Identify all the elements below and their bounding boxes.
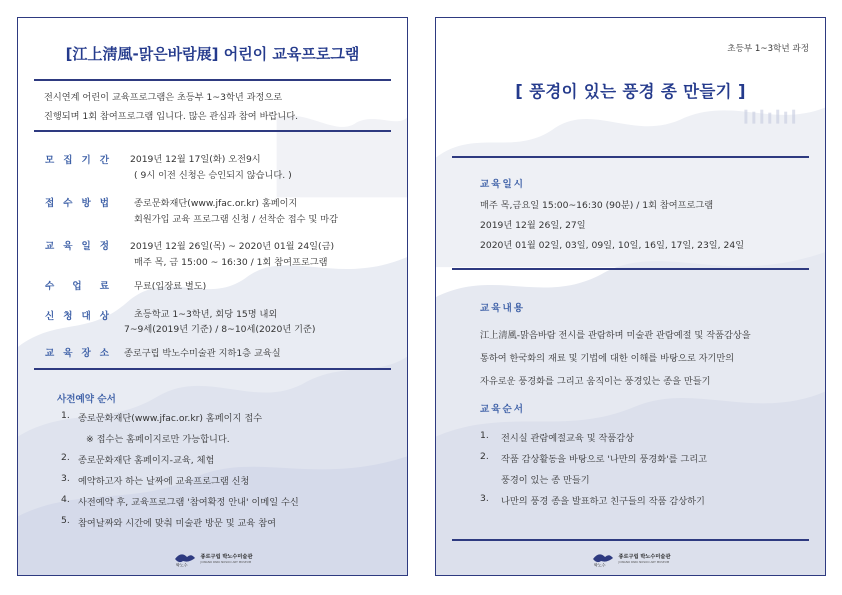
order-3-text: 나만의 풍경 종을 발표하고 친구들의 작품 감상하기	[501, 496, 705, 507]
title-divider	[34, 79, 391, 81]
content-title: 교육내용	[480, 303, 526, 314]
reservation-title: 사전예약 순서	[57, 394, 116, 405]
step-note: ※ 접수는 홈페이지로만 가능합니다.	[86, 434, 230, 445]
fee-value: 무료(입장료 별도)	[134, 281, 207, 292]
target-line-1: 초등학교 1~3학년, 회당 15명 내외	[134, 309, 278, 320]
schedule-line-3: 2020년 01월 02일, 03일, 09일, 10일, 16일, 17일, 23일, 24일	[480, 240, 745, 251]
schedule-line-1: 2019년 12월 26일(목) ~ 2020년 01월 24일(금)	[130, 241, 335, 252]
label-target: 신 청 대 상	[45, 311, 109, 322]
order-2-text-cont: 풍경이 있는 종 만들기	[501, 475, 590, 486]
step-3-text: 예약하고자 하는 날짜에 교육프로그램 신청	[78, 476, 250, 487]
museum-logo-sub: JONGNO PARK NOSOO ART MUSEUM	[200, 559, 252, 564]
content-line-3: 자유로운 풍경화를 그리고 움직이는 풍경있는 종을 만들기	[480, 376, 711, 387]
step-2-text: 종로문화재단 홈페이지-교육, 체험	[78, 455, 215, 466]
left-title: [江上淸風-맑은바람展] 어린이 교육프로그램	[65, 45, 360, 63]
step-4-text: 사전예약 후, 교육프로그램 '참여확정 안내' 이메일 수신	[78, 497, 299, 508]
info-divider	[34, 368, 391, 370]
order-1-text: 전시실 관람예절교육 및 작품감상	[501, 433, 635, 444]
target-line-2: 7~9세(2019년 기준) / 8~10세(2020년 기준)	[124, 324, 316, 335]
recruit-period-line-1: 2019년 12월 17일(화) 오전9시	[130, 154, 261, 165]
recruit-period-line-2: ( 9시 이전 신청은 승인되지 않습니다. )	[134, 170, 292, 181]
registration-line-2: 회원가입 교육 프로그램 신청 / 선착순 접수 및 마감	[134, 214, 338, 225]
museum-logo-name: 종로구립 박노수미술관	[200, 553, 253, 560]
step-5-text: 참여날짜와 시간에 맞춰 미술관 방문 및 교육 참여	[78, 518, 276, 529]
museum-logo-icon	[173, 549, 197, 567]
label-recruit-period: 모 집 기 간	[45, 155, 109, 166]
registration-line-1: 종로문화재단(www.jfac.or.kr) 홈페이지	[134, 198, 298, 209]
svg-text:박노수: 박노수	[593, 562, 606, 567]
step-5-num: 5.	[61, 515, 70, 526]
step-2-num: 2.	[61, 452, 70, 463]
step-1-num: 1.	[61, 410, 70, 421]
schedule-divider	[452, 268, 809, 270]
intro-line-2: 진행되며 1회 참여프로그램 입니다. 많은 관심과 참여 바랍니다.	[44, 111, 299, 122]
title-divider	[452, 156, 809, 158]
right-panel	[435, 17, 826, 576]
order-1-num: 1.	[480, 430, 489, 441]
label-schedule: 교 육 일 정	[45, 241, 109, 252]
intro-line-1: 전시연계 어린이 교육프로그램은 초등부 1~3학년 과정으로	[44, 92, 283, 103]
order-divider	[452, 539, 809, 541]
left-panel	[17, 17, 408, 576]
museum-logo	[591, 549, 671, 567]
content-line-2: 통하여 한국화의 재료 및 기법에 대한 이해를 바탕으로 자기만의	[480, 353, 735, 364]
schedule-title: 교육일시	[480, 179, 526, 190]
step-1-text: 종로문화재단(www.jfac.or.kr) 홈페이지 접수	[78, 413, 263, 424]
label-location: 교 육 장 소	[45, 348, 109, 359]
content-line-1: 江上淸風-맑음바람 전시를 관람하며 미술관 관람예절 및 작품감상을	[480, 330, 751, 341]
museum-logo-name: 종로구립 박노수미술관	[618, 553, 671, 560]
museum-logo-sub: JONGNO PARK NOSOO ART MUSEUM	[618, 559, 670, 564]
order-title: 교육순서	[480, 404, 526, 415]
label-fee: 수 업 료	[45, 281, 109, 292]
label-registration-method: 접 수 방 법	[45, 198, 109, 209]
right-title: [ 풍경이 있는 풍경 종 만들기 ]	[515, 82, 746, 101]
step-3-num: 3.	[61, 473, 70, 484]
intro-divider	[34, 130, 391, 132]
schedule-line-1: 매주 목,금요일 15:00~16:30 (90분) / 1회 참여프로그램	[480, 200, 714, 211]
step-4-num: 4.	[61, 494, 70, 505]
museum-logo	[173, 549, 253, 567]
schedule-line-2: 2019년 12월 26일, 27일	[480, 220, 586, 231]
museum-logo-icon	[591, 549, 615, 567]
schedule-line-2: 매주 목, 금 15:00 ~ 16:30 / 1회 참여프로그램	[134, 257, 328, 268]
order-2-num: 2.	[480, 451, 489, 462]
grade-label: 초등부 1~3학년 과정	[727, 44, 809, 54]
svg-text:박노수: 박노수	[175, 562, 188, 567]
order-2-text: 작품 감상활동을 바탕으로 '나만의 풍경화'를 그리고	[501, 454, 708, 465]
order-3-num: 3.	[480, 493, 489, 504]
location-value: 종로구립 박노수미술관 지하1층 교육실	[124, 348, 281, 359]
